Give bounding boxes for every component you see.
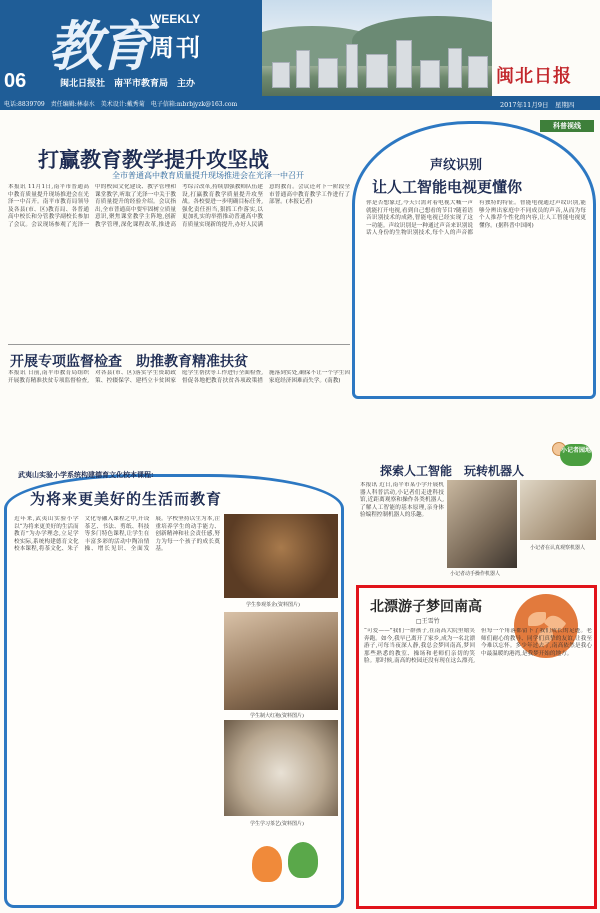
feature-mascots — [248, 836, 328, 896]
science-body: 你是否想象过,今天只需对着电视大喊一声就能打开电视,看到自己想看的节目?随着语音识别技术的成熟,智能电视已经实现了这一功能。声纹识别是一种通过声音来识别说话人身份的生物识别技术,每个人的声音都有独特的特征。智能电视通过声纹识别,能够分辨出家庭中不同成员的声音,从而为每个人推荐个性化的内容,让人工智能电视更懂你。(据科普中国网) — [366, 200, 586, 237]
feature-kicker: 武夷山实验小学系统构建德育文化校本课程: — [18, 470, 154, 479]
masthead-banner — [0, 0, 262, 96]
masthead-phone: 电话:8839709 — [4, 100, 45, 108]
feature-caption-3: 学生学习茶艺(资料图片) — [250, 821, 304, 827]
article2-body: 本报讯 日前,南平市教育局组织开展教育精准扶贫专项监督检查,对各县(市、区)落实学生资助政策、控辍保学、建档立卡贫困家庭学生帮扶等工作进行全面检查,督促各地把教育扶贫各项政策措施落到实处,确保不让一个学生因家庭经济困难而失学。(南教) — [8, 370, 350, 384]
newspaper-logo: 闽北日报 — [496, 66, 572, 87]
feature-photo-2 — [224, 612, 338, 710]
divider — [8, 344, 350, 345]
robot-caption-1: 小记者在认真观察机器人 — [530, 545, 586, 551]
masthead-weekly: WEEKLY — [150, 12, 201, 26]
masthead-sponsor: 闽北日报社 南平市教育局 主办 — [60, 79, 196, 89]
masthead — [0, 0, 600, 110]
essay-author: □王雪竹 — [416, 618, 440, 625]
feature-caption-1: 学生参观茶企(资料图片) — [246, 602, 300, 608]
masthead-title: 教育 — [48, 14, 148, 78]
robot-article-title: 探索人工智能 玩转机器人 — [380, 464, 525, 478]
feature-title: 为将来更美好的生活而教育 — [30, 490, 223, 508]
page-number: 06 — [4, 70, 27, 92]
article1-subtitle: 全市普通高中教育质量提升现场推进会在光泽一中召开 — [112, 171, 304, 180]
badge-label: 小记者园地 — [560, 444, 592, 466]
robot-photo-2 — [520, 480, 596, 540]
essay-title: 北漂游子梦回南高 — [370, 599, 482, 615]
essay-body: “可爱——”我们一群孩子,在南高大院里嬉笑奔跑。如今,我早已离开了家乡,成为一名北漂游子,可每当夜深人静,我总会梦回南高,梦回那些熟悉的教室、操场和老师们亲切的笑脸。那时候,南高的校园还没有现在这么漂亮,但每一个角落都留下了我们成长的足迹。老师们耐心的教导、同学们真挚的友谊,让我至今难以忘怀。多少年过去了,南高依然是我心中最温暖的港湾,是我梦开始的地方。 — [364, 628, 592, 665]
feature-photo-3 — [224, 720, 338, 816]
masthead-zhoukan: 周刊 — [150, 33, 202, 62]
robot-caption-2: 小记者动手操作机器人 — [450, 571, 501, 577]
masthead-editor: 责任编辑:林泰水 — [50, 100, 95, 108]
article1-body: 本报讯 11月1日,南平市普通高中教育质量提升现场推进会在光泽一中召开。南平市教育局领导及各县(市、区)教育局、各普通高中校长和分管教学副校长参加了会议。会议现场参观了光泽一中的校园文化建设、教学管理和课堂教学,听取了光泽一中关于教育质量提升的经验介绍。会议指出,全市普通高中要牢固树立质量意识,聚焦课堂教学主阵地,创新教学管理,深化课程改革,推进高考综合改革,持续加强教师队伍建设,打赢教育教学质量提升攻坚战。各校要进一步明确目标任务,强化责任担当,狠抓工作落实,以更加扎实的举措推动普通高中教育质量实现新的提升,办好人民满意的教育。会议还对下一阶段全市普通高中教育教学工作进行了部署。(本报记者) — [8, 184, 350, 228]
feature-body: 近年来,武夷山实验小学以“为将来更美好的生活而教育”为办学理念,立足学校实际,系统构建德育文化校本课程,将茶文化、朱子文化等融入课程之中,开设茶艺、书法、剪纸、科技等多门特色课程,让学生在丰富多彩的活动中陶冶情操、增长见识、全面发展。学校坚持以生为本,注重培养学生的动手能力、创新精神和社会责任感,努力为每一个孩子的成长奠基。 — [14, 516, 220, 553]
green-mascot-icon — [288, 842, 318, 878]
issue-date: 2017年11月9日 星期四 — [500, 101, 575, 109]
orange-mascot-icon — [252, 846, 282, 882]
feature-caption-2: 学生制大红袍(资料图片) — [250, 713, 304, 719]
science-subtitle: 让人工智能电视更懂你 — [372, 178, 523, 196]
science-title: 声纹识别 — [430, 158, 483, 173]
article2-title: 开展专项监督检查 助推教育精准扶贫 — [10, 354, 248, 370]
masthead-city-photo — [262, 0, 492, 96]
masthead-email: 电子信箱:mbrbjyzk@163.com — [150, 100, 238, 108]
masthead-designer: 美术设计:戴秀菊 — [100, 100, 145, 108]
junior-reporter-badge — [552, 440, 596, 470]
article1-title: 打赢教育教学提升攻坚战 — [38, 147, 269, 172]
robot-photo-1 — [447, 480, 517, 568]
robot-article-body: 本报讯 近日,南平市某小学开展机器人科普活动,小记者们走进科技馆,近距离观察和操作各类机器人,了解人工智能的基本原理,亲身体验编程控制机器人的乐趣。 — [360, 482, 444, 519]
science-tag: 科普视线 — [540, 120, 594, 132]
feature-photo-1 — [224, 514, 338, 598]
